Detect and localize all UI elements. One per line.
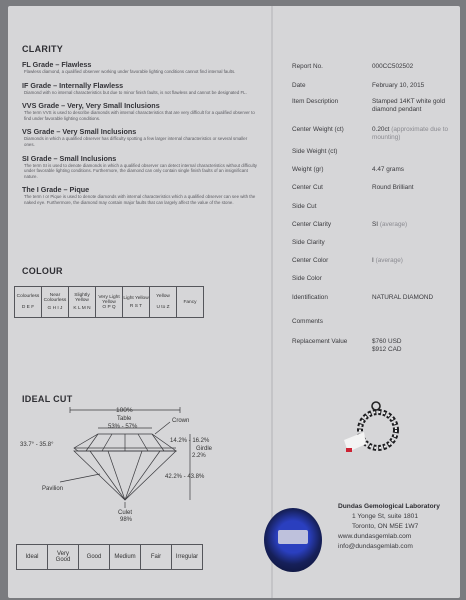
field-label: Side Clarity: [292, 239, 325, 246]
colour-scale-table: [14, 286, 204, 318]
cut-grade-cell: Medium: [110, 545, 141, 570]
cut-grade-cell: Fair: [141, 545, 172, 570]
grade-title: FL Grade – Flawless: [22, 60, 92, 69]
grade-description: The term SI is used to denote diamonds in which a qualified observer can detect internal characteristics without difficulty under favorable lighting conditions. Furthermore, the diamond can only contain single finish faults of an insignificant nature.: [24, 162, 257, 179]
cut-grade-scale: [16, 544, 203, 570]
field-label: Side Cut: [292, 203, 317, 210]
clarity-grade-vs: [22, 127, 258, 147]
ideal-cut-heading: IDEAL CUT: [22, 394, 73, 404]
table-label: Table: [117, 416, 132, 422]
field-value: 000CC502502: [372, 63, 414, 70]
clarity-grade-if: [22, 81, 258, 96]
pavilion-outline: [74, 451, 176, 500]
field-label: Date: [292, 82, 306, 89]
grade-description: Diamond with no internal characteristics but due to minor finish faults, is not flawless and cannot be designated FL.: [24, 89, 247, 95]
cut-grade-cell: Irregular: [172, 545, 203, 570]
colour-cell: Light Yellow R S T: [123, 287, 150, 318]
field-value: 4.47 grams: [372, 166, 404, 173]
lab-address-line1: 1 Yonge St, suite 1801: [352, 513, 418, 520]
fold-divider: [271, 6, 273, 598]
cut-grade-cell: Good: [79, 545, 110, 570]
grade-description: Diamonds in which a qualified observer has difficulty spotting a few larger internal characteristics or several smaller ones.: [24, 136, 248, 147]
grade-title: IF Grade – Internally Flawless: [22, 80, 124, 90]
lab-email-link[interactable]: info@dundasgemlab.com: [338, 543, 413, 550]
field-label: Identification: [292, 294, 328, 301]
clarity-grade-vvs: [22, 101, 258, 121]
diamond-diagram: [20, 404, 250, 528]
field-label: Center Color: [292, 257, 329, 264]
field-label: Item Description: [292, 98, 339, 105]
field-label: Center Weight (ct): [292, 126, 344, 133]
lab-website-link[interactable]: www.dundasgemlab.com: [338, 533, 412, 540]
table-range-label: 53% - 57%: [108, 424, 138, 430]
girdle-pct-label: 2.2%: [192, 453, 206, 459]
cut-grade-cell: Ideal: [17, 545, 48, 570]
field-value: February 10, 2015: [372, 82, 425, 89]
colour-cell: Fancy: [177, 287, 204, 318]
grade-description: The term I or Pique is used to denote diamonds with internal characteristics which a qualified observer can see with the naked eye. Furthermore, the diamond may contain major faults that can largely affect the value of the stone.: [24, 194, 256, 205]
colour-cell: Yellow U to Z: [150, 287, 177, 318]
grade-title: VVS Grade – Very, Very Small Inclusions: [22, 101, 160, 111]
grade-description: Flawless diamond, a qualified observer working under favorable lighting conditions cannot find internal faults.: [24, 69, 236, 74]
width-label: 100%: [116, 407, 133, 414]
field-value: Round Brilliant: [372, 184, 414, 191]
field-value: $760 USD $912 CAD: [372, 338, 402, 353]
field-label: Center Clarity: [292, 221, 332, 228]
colour-heading: COLOUR: [22, 266, 63, 276]
grade-description: The term VVS is used to describe diamonds with internal characteristics that are very difficult for a qualified observer to find under favorable lighting conditions.: [24, 110, 255, 121]
clarity-grade-i: [22, 185, 258, 205]
crown-height-label: 14.2% - 16.2%: [170, 438, 210, 444]
field-label: Replacement Value: [292, 338, 348, 345]
lab-info: [338, 502, 440, 552]
clarity-section: [22, 44, 258, 206]
clarity-heading: CLARITY: [22, 44, 64, 54]
field-label: Comments: [292, 318, 323, 325]
lab-name: Dundas Gemological Laboratory: [338, 503, 440, 510]
cut-grade-cell: Very Good: [48, 545, 79, 570]
field-label: Center Cut: [292, 184, 323, 191]
field-label: Weight (gr): [292, 166, 324, 173]
colour-cell: Colourless D E F: [15, 287, 42, 318]
culet-label: Culet: [118, 510, 133, 516]
field-value: SI (average): [372, 221, 408, 228]
colour-cell: Near Colourless G H I J: [42, 287, 69, 318]
grade-title: The I Grade – Pique: [22, 185, 90, 195]
pavilion-depth-label: 42.2% - 43.8%: [165, 474, 205, 480]
field-label: Side Color: [292, 275, 322, 282]
field-value: I (average): [372, 257, 403, 264]
clarity-grade-si: [22, 154, 258, 180]
girdle-label: Girdle: [196, 446, 213, 452]
lab-address-line2: Toronto, ON M5E 1W7: [352, 523, 419, 530]
crown-angle-label: 33.7° - 35.8°: [20, 442, 54, 448]
field-value: Stamped 14KT white gold diamond pendant: [372, 98, 446, 113]
pendant-photo: [340, 400, 410, 470]
colour-cell: Slightly Yellow K L M N: [69, 287, 96, 318]
crown-label: Crown: [172, 418, 190, 424]
clarity-grade-fl: [22, 60, 258, 75]
field-value: 0.20ct (approximate due to mounting): [372, 126, 449, 141]
grade-title: VS Grade – Very Small Inclusions: [22, 127, 137, 137]
field-value: NATURAL DIAMOND: [372, 294, 434, 301]
lab-seal-logo: [264, 508, 322, 572]
field-label: Side Weight (ct): [292, 148, 338, 155]
grade-title: SI Grade – Small Inclusions: [22, 153, 117, 163]
culet-pct-label: 98%: [120, 517, 133, 523]
pavilion-label: Pavilion: [42, 486, 64, 492]
colour-cell: Very Light Yellow O P Q: [96, 287, 123, 318]
field-label: Report No.: [292, 63, 323, 70]
